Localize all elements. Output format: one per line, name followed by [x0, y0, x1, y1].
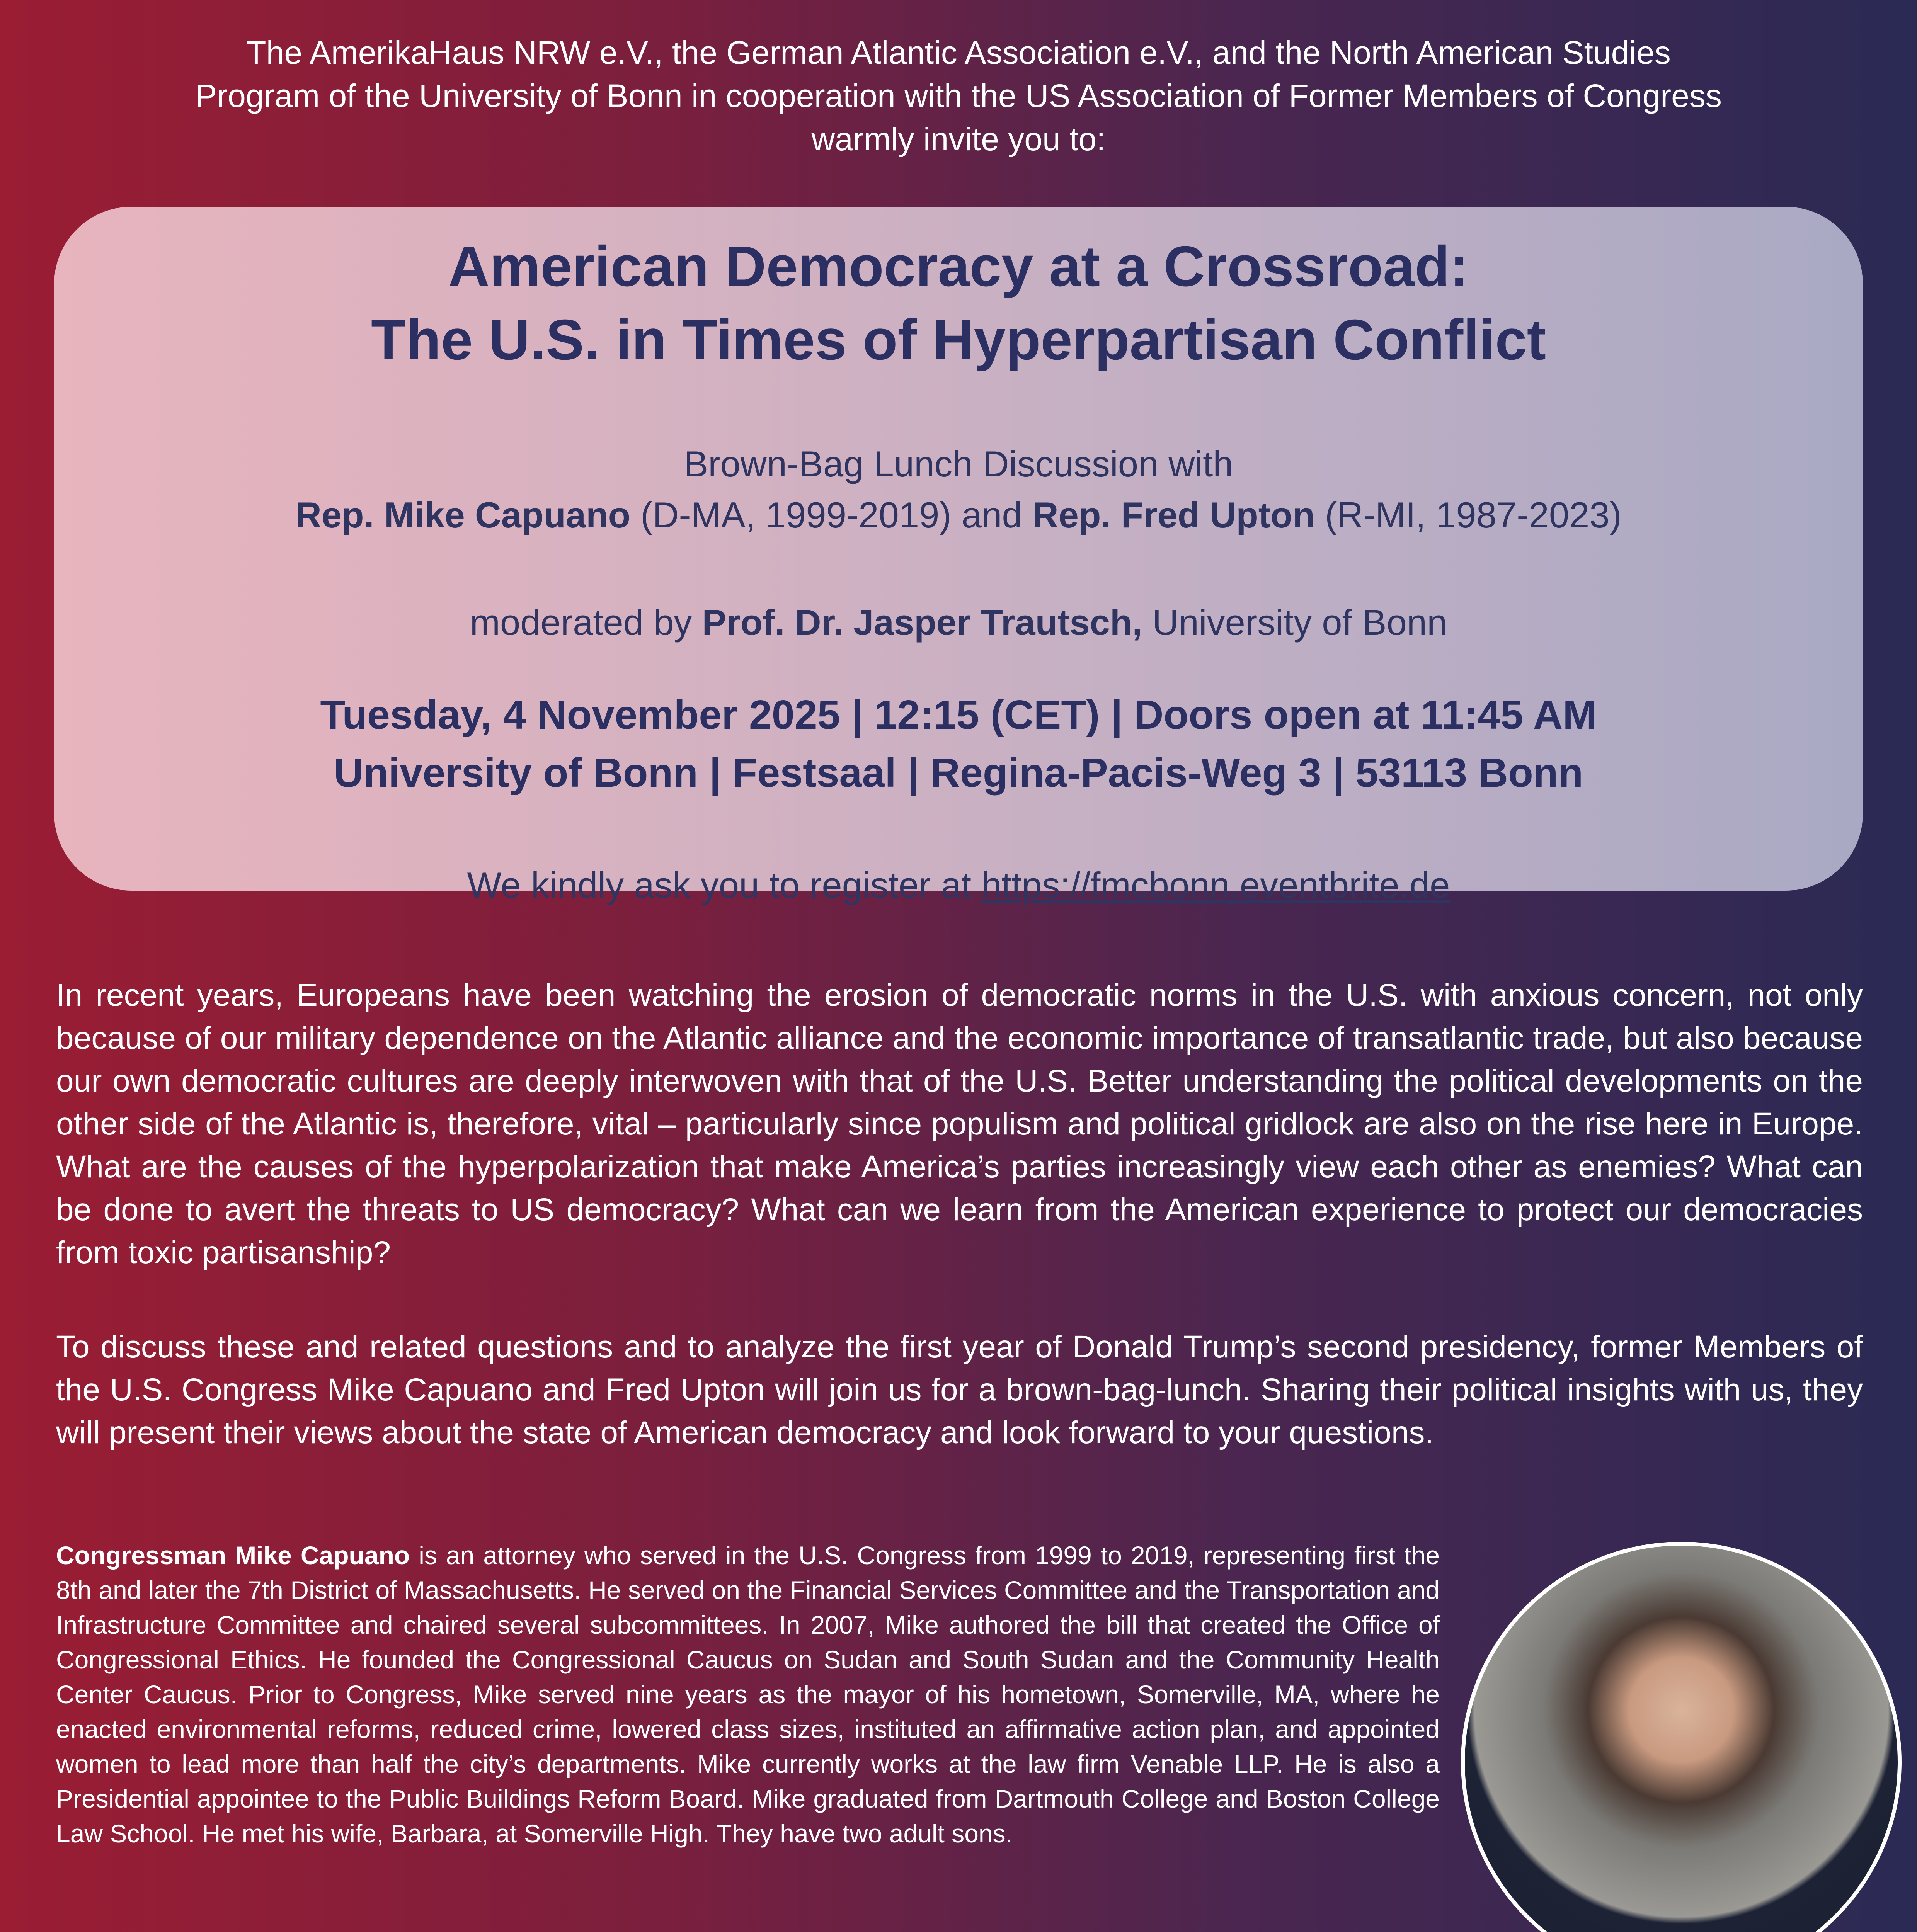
event-card: [54, 207, 1863, 905]
intro-line: warmly invite you to:: [811, 121, 1106, 157]
register-link[interactable]: https://fmcbonn.eventbrite.de: [981, 865, 1450, 905]
moderator-name: Prof. Dr. Jasper Trautsch,: [702, 602, 1142, 643]
intro-line: Program of the University of Bonn in cooperation with the US Association of Former Members of Congress: [195, 78, 1722, 114]
speaker2-name: Rep. Fred Upton: [1032, 495, 1315, 535]
speaker1-name: Rep. Mike Capuano: [295, 495, 631, 535]
photo-capuano: [1461, 1542, 1902, 1932]
bio-capuano: [56, 1538, 1440, 1851]
event-location: University of Bonn | Festsaal | Regina-Pacis-Weg 3 | 53113 Bonn: [334, 750, 1583, 796]
moderated-by-label: moderated by: [470, 602, 692, 643]
register-line: [54, 860, 1863, 911]
discussion-paragraph: To discuss these and related questions and to analyze the first year of Donald Trump’s second presidency, former Members of the U.S. Congress Mike Capuano and Fred Upton will join us for a brown-bag-lunch. Sharing their political insights with us, they will present their views about the state of American democracy and look forward to your questions.: [56, 1329, 1863, 1450]
event-speakers: [54, 439, 1863, 541]
intro-paragraph: In recent years, Europeans have been watching the erosion of democratic norms in the U.S. with anxious concern, not only because of our military dependence on the Atlantic alliance and the economic importance of transatlantic trade, but also because our own democratic cultures are deeply interwoven with that of the U.S. Better understanding the political developments on the other side of the Atlantic is, therefore, vital – particularly since populism and political gridlock are also on the rise here in Europe. What are the causes of the hyperpolarization that make America’s parties increasingly view each other as enemies? What can be done to avert the threats to US democracy? What can we learn from the American experience to protect our democracies from toxic partisanship?: [56, 978, 1863, 1270]
speaker-line: [54, 490, 1863, 541]
event-details: [54, 686, 1863, 802]
bio-capuano-name: Congressman Mike Capuano: [56, 1541, 410, 1570]
intro-text: [58, 31, 1859, 161]
event-title-line: The U.S. in Times of Hyperpartisan Conflict: [371, 308, 1546, 372]
moderator-affiliation: University of Bonn: [1152, 602, 1447, 643]
event-date: Tuesday, 4 November 2025 | 12:15 (CET) | Doors open at 11:45 AM: [320, 692, 1597, 738]
moderator-line: [54, 597, 1863, 648]
event-title-line: American Democracy at a Crossroad:: [448, 235, 1469, 298]
speaker2-detail: (R-MI, 1987-2023): [1325, 495, 1622, 535]
event-title: [54, 230, 1863, 377]
event-format: Brown-Bag Lunch Discussion with: [684, 444, 1233, 484]
intro-line: The AmerikaHaus NRW e.V., the German Atlantic Association e.V., and the North American Studies: [246, 34, 1671, 71]
speaker1-detail: (D-MA, 1999-2019) and: [640, 495, 1022, 535]
register-text: We kindly ask you to register at: [467, 865, 971, 905]
bio-capuano-text: is an attorney who served in the U.S. Congress from 1999 to 2019, representing first the 8th and later the 7th District of Massachusetts. He served on the Financial Services Committee and the Transportation and Infrastructure Committee and chaired several subcommittees. In 2007, Mike authored the bill that created the Office of Congressional Ethics. He founded the Congressional Caucus on Sudan and South Sudan and the Community Health Center Caucus. Prior to Congress, Mike served nine years as the mayor of his hometown, Somerville, MA, where he enacted environmental reforms, reduced crime, lowered class sizes, instituted an affirmative action plan, and appointed women to lead more than half the city’s departments. Mike currently works at the law firm Venable LLP. He is also a Presidential appointee to the Public Buildings Reform Board. Mike graduated from Dartmouth College and Boston College Law School. He met his wife, Barbara, at Somerville High. They have two adult sons.: [56, 1541, 1440, 1848]
